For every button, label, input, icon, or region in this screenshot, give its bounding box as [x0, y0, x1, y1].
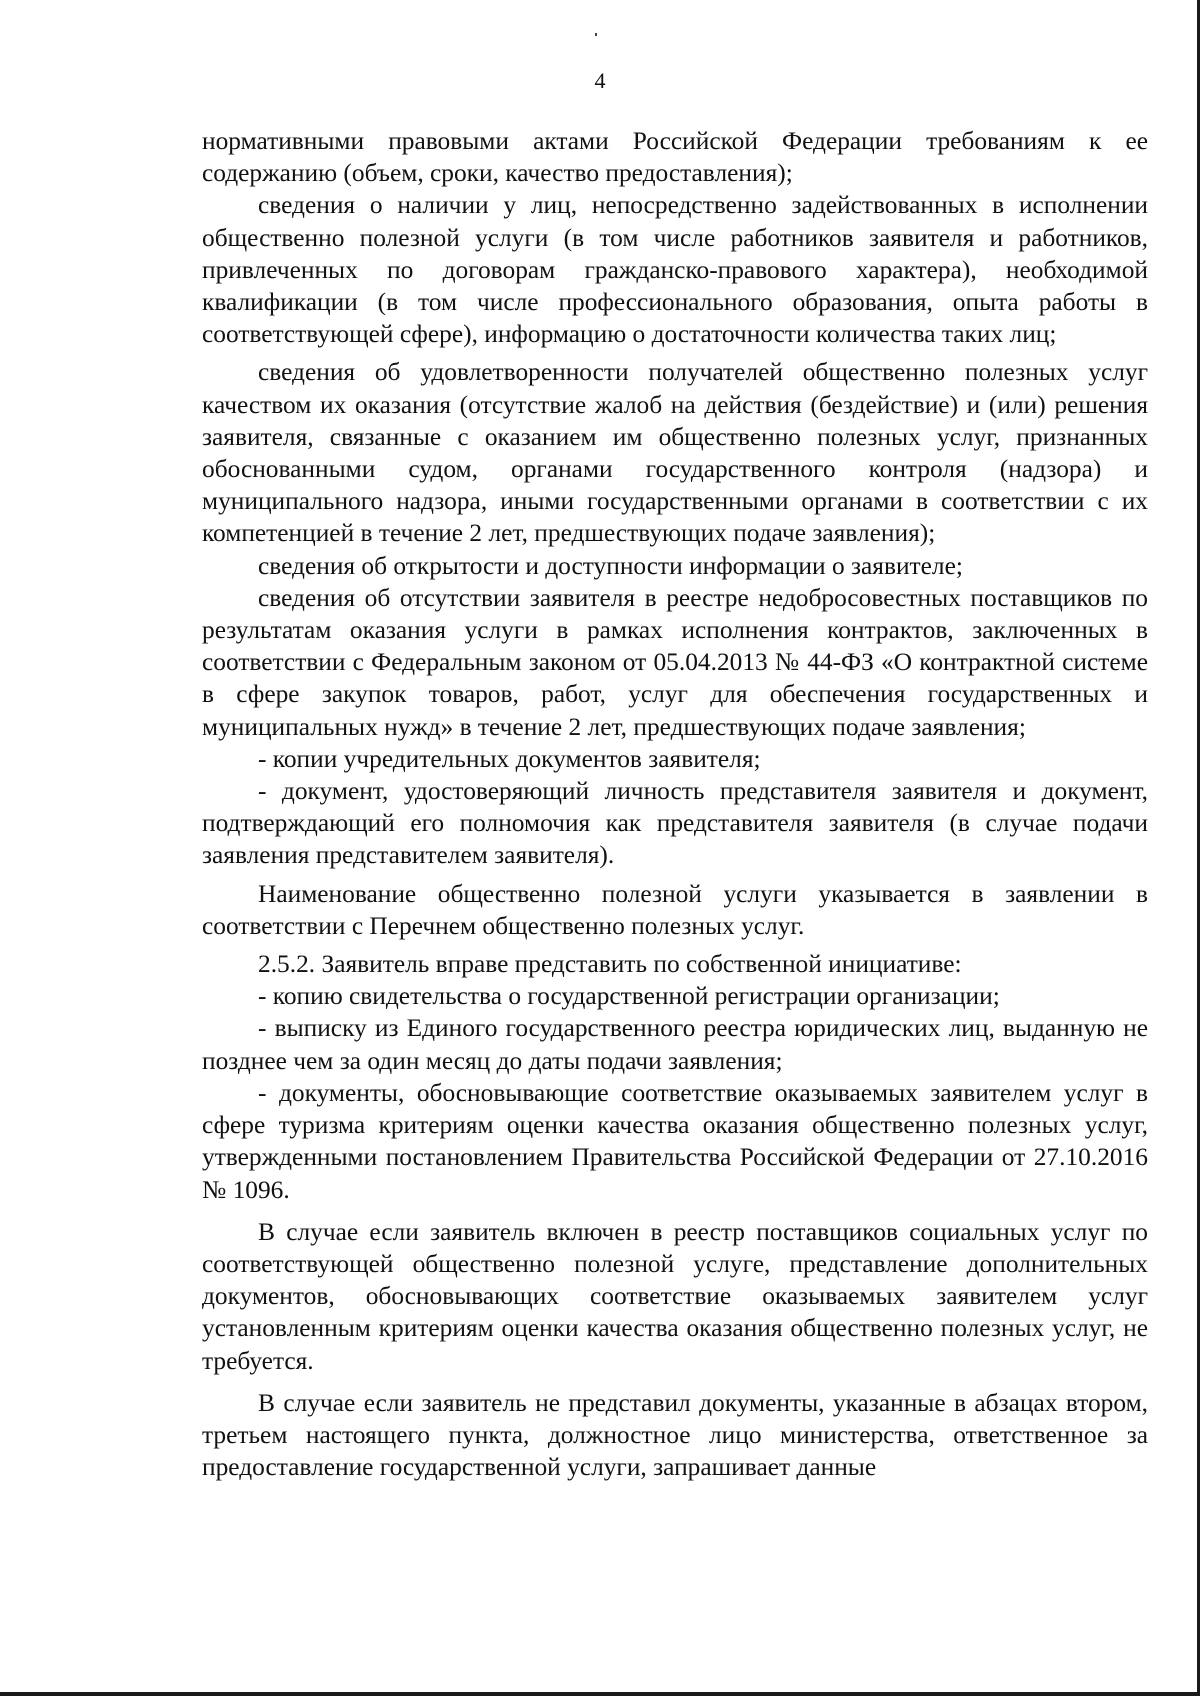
list-item-founding-documents: - копии учредительных документов заявителя; [258, 744, 761, 773]
paragraph-information-openness: сведения об открытости и доступности информации о заявителе; [258, 551, 963, 580]
document-body [202, 125, 1148, 1483]
list-item-tourism-documents: - документы, обосновывающие соответствие оказываемых заявителем услуг в сфере туризма критериям оценки качества оказания общественно полезных услуг, утвержденными постановлением Правительства Российской Федерации от 27.10.2016 № 1096. [202, 1078, 1148, 1204]
paragraph-staff-qualification: сведения о наличии у лиц, непосредственно задействованных в исполнении общественно полезной услуги (в том числе работников заявителя и работников, привлеченных по договорам гражданско-правового характера), необходимой квалификации (в том числе профессионального образования, опыта работы в соответствующей сфере), информацию о достаточности количества таких лиц; [202, 191, 1148, 349]
list-item-identity-document: - документ, удостоверяющий личность представителя заявителя и документ, подтверждающий его полномочия как представителя заявителя (в случае подачи заявления представителем заявителя). [202, 777, 1148, 870]
scan-edge-bottom [0, 1692, 1200, 1696]
paragraph-section-2-5-2: 2.5.2. Заявитель вправе представить по собственной инициативе: [258, 950, 962, 979]
paragraph-continuation: нормативными правовыми актами Российской Федерации требованиям к ее содержанию (объем, сроки, качество предоставления); [202, 127, 1148, 188]
scan-speck [595, 33, 597, 36]
paragraph-service-name: Наименование общественно полезной услуги указывается в заявлении в соответствии с Перечнем общественно полезных услуг. [202, 879, 1148, 940]
list-item-register-extract: - выписку из Единого государственного реестра юридических лиц, выданную не позднее чем за один месяц до даты подачи заявления; [202, 1014, 1148, 1075]
paragraph-unscrupulous-suppliers: сведения об отсутствии заявителя в реестре недобросовестных поставщиков по результатам оказания услуги в рамках исполнения контрактов, заключенных в соответствии с Федеральным законом от 05.04.2013 № 44-ФЗ «О контрактной системе в сфере закупок товаров, работ, услуг для обеспечения государственных и муниципальных нужд» в течение 2 лет, предшествующих подаче заявления; [202, 583, 1148, 741]
paragraph-recipient-satisfaction: сведения об удовлетворенности получателей общественно полезных услуг качеством их оказания (отсутствие жалоб на действия (бездействие) и (или) решения заявителя, связанные с оказанием им общественно полезных услуг, признанных обоснованными судом, органами государственного контроля (надзора) и муниципального надзора, иными государственными органами в соответствии с их компетенцией в течение 2 лет, предшествующих подаче заявления); [202, 358, 1148, 548]
page-number: 4 [594, 68, 606, 93]
list-item-registration-certificate: - копию свидетельства о государственной регистрации организации; [258, 982, 1000, 1011]
paragraph-social-services-register: В случае если заявитель включен в реестр поставщиков социальных услуг по соответствующей общественно полезной услуге, представление дополнительных документов, обосновывающих соответствие оказываемых заявителем услуг установленным критериям оценки качества оказания общественно полезных услуг, не требуется. [202, 1217, 1148, 1375]
paragraph-missing-documents: В случае если заявитель не представил документы, указанные в абзацах втором, третьем настоящего пункта, должностное лицо министерства, ответственное за предоставление государственной услуги, запрашивает данные [202, 1388, 1148, 1482]
